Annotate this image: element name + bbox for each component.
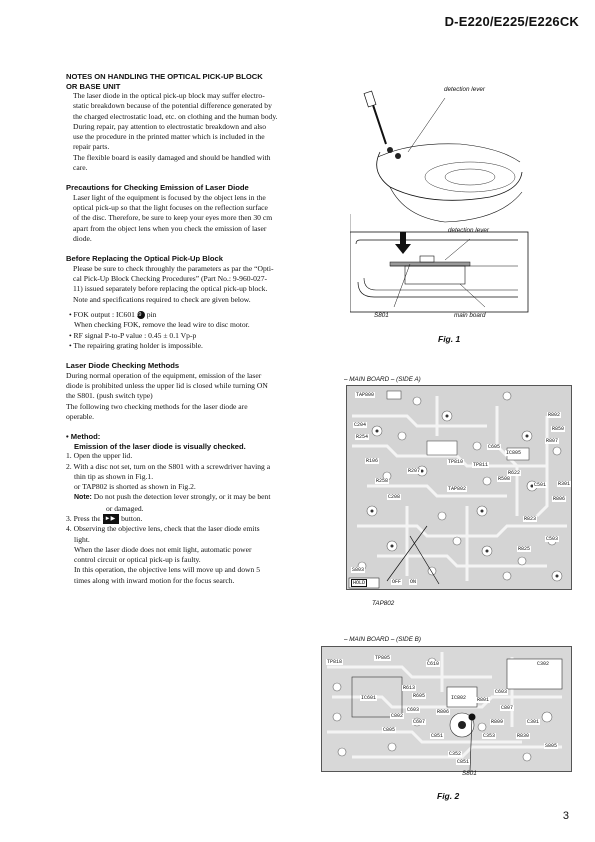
board-a-title: – MAIN BOARD – (SIDE A) [344, 376, 421, 383]
fig1-caption: Fig. 1 [438, 334, 461, 344]
board-ref: C851 [457, 759, 470, 765]
fig1-label-s801: S801 [374, 312, 389, 319]
board-b-title: – MAIN BOARD – (SIDE B) [344, 636, 421, 643]
fig1-label-detection-lever-top: detection lever [444, 86, 485, 93]
step-4-cont: control circuit or optical pick-up is faulty. [74, 555, 201, 565]
fok-suffix: pin [146, 310, 157, 320]
fok-continuation: When checking FOK, remove the lead wire to disc motor. [74, 320, 250, 330]
board-ref: R806 [437, 709, 450, 715]
step-4-cont: When the laser diode does not emit light, automatic power [74, 544, 252, 554]
board-ref: C603 [407, 707, 420, 713]
board-ref: C204 [354, 422, 367, 428]
notes-line: static breakdown because of the potential difference generated by [73, 101, 272, 111]
before-replacing-line: Note and specifications required to check are given below. [73, 294, 251, 304]
laser-methods-line: During normal operation of the equipment, emission of the laser [66, 370, 262, 380]
board-ref: R613 [403, 685, 416, 691]
notes-line: repair parts. [73, 142, 110, 152]
notes-line: The laser diode in the optical pick-up block may suffer electro- [73, 91, 265, 100]
method-subtitle: Emission of the laser diode is visually checked. [74, 441, 246, 451]
precautions-line: Laser light of the equipment is focused by the object lens in the [73, 192, 266, 202]
step-3-suffix: button. [121, 514, 143, 523]
tap802-label: TAP802 [372, 600, 395, 607]
board-ref: IC601 [361, 695, 377, 701]
note-text: Do not push the detection lever strongly, or it may be bent [93, 492, 271, 502]
main-board-side-b [321, 646, 572, 772]
board-ref: C503 [546, 536, 559, 542]
board-ref: R802 [548, 412, 561, 418]
board-ref: R258 [376, 478, 389, 484]
text-column [66, 72, 310, 586]
laser-methods-line: the S801. (push switch type) [66, 391, 153, 401]
precautions-line: of the disc. Therefore, be sure to keep your eyes more then 30 cm [73, 213, 273, 223]
board-ref: C805 [383, 727, 396, 733]
step-2-cont: or TAP802 is shorted as shown in Fig.2. [74, 482, 196, 492]
board-ref: C610 [427, 661, 440, 667]
board-ref: R801 [477, 697, 490, 703]
fok-bullet [66, 310, 310, 320]
laser-methods-line: diode is prohibited unless the upper lid is closed while turning ON [66, 381, 268, 391]
board-ref: IC802 [451, 695, 467, 701]
play-ff-button-icon: ►►▶ [103, 514, 120, 524]
board-ref: C301 [527, 719, 540, 725]
note-continuation: or damaged. [106, 503, 144, 513]
board-ref: R207 [408, 468, 421, 474]
board-ref: R622 [508, 470, 521, 476]
board-ref: R830 [517, 733, 530, 739]
board-ref: R809 [491, 719, 504, 725]
board-ref: C501 [534, 482, 547, 488]
board-ref: C807 [501, 705, 514, 711]
board-ref: C802 [391, 713, 404, 719]
notes-title-2: OR BASE UNIT [66, 81, 121, 91]
board-ref: C851 [431, 733, 444, 739]
board-ref: R254 [356, 434, 369, 440]
notes-line: care. [73, 163, 88, 173]
fig1-drawing [350, 82, 530, 327]
board-ref: R807 [546, 438, 559, 444]
board-ref: R605 [413, 693, 426, 699]
precautions-line: optical pick-up so that the light focuses on the reflection surface [73, 203, 268, 213]
note-label: Note: [74, 494, 92, 502]
step-3 [66, 514, 310, 524]
fig1-label-detection-lever: detection lever [448, 227, 489, 234]
board-ref: IC805 [506, 450, 522, 456]
laser-methods-title: Laser Diode Checking Methods [66, 361, 180, 371]
on-label: ON [410, 579, 417, 585]
step-4-cont: times along with inward motion for the focus search. [74, 575, 235, 585]
notes-line: The flexible board is easily damaged and should be handled with [73, 152, 271, 162]
step-3-prefix: 3. Press the [66, 514, 101, 523]
notes-line: use the procedure in the printed matter which is included in the [73, 132, 265, 142]
notes-title-1: NOTES ON HANDLING THE OPTICAL PICK-UP BLOCK [66, 72, 263, 81]
board-ref: R823 [524, 516, 537, 522]
board-ref: C208 [388, 494, 401, 500]
board-ref: R850 [552, 426, 565, 432]
step-4-cont: In this operation, the objective lens will move up and down 5 [74, 565, 261, 575]
precautions-line: diode. [73, 234, 92, 244]
board-ref: TP818 [327, 659, 343, 665]
fok-prefix: • FOK output : IC601 [69, 310, 135, 320]
fig2-label-s801: S801 [462, 770, 477, 777]
hold-label: HOLD [353, 580, 366, 586]
board-ref: TAP802 [448, 486, 467, 492]
board-ref: C605 [488, 444, 501, 450]
board-ref: C352 [449, 751, 462, 757]
board-ref: C603 [495, 689, 508, 695]
precautions-title: Precautions for Checking Emission of Laser Diode [66, 183, 249, 193]
rf-bullet: • RF signal P-to-P value : 0.45 ± 0.1 Vp-p [69, 330, 197, 340]
method-title: • Method: [66, 432, 101, 442]
board-ref: R301 [558, 481, 571, 487]
switch-label: S803 [352, 567, 365, 573]
model-number: D-E220/E225/E226CK [444, 14, 579, 29]
board-ref: R508 [498, 476, 511, 482]
laser-methods-line: The following two checking methods for the laser diode are [66, 401, 248, 411]
before-replacing-line: 11) issued separately before replacing the optical pick-up block. [73, 284, 268, 294]
board-ref: R106 [366, 458, 379, 464]
page-number: 3 [562, 810, 569, 822]
step-2: 2. With a disc not set, turn on the S801 with a screwdriver having a [66, 461, 271, 471]
step-4-cont: light. [74, 534, 90, 544]
before-replacing-line: Please be sure to check throughly the parameters as par the “Opti- [73, 263, 274, 273]
step-2-note [66, 492, 310, 503]
precautions-line: apart from the object lens when you check the emission of laser [73, 223, 267, 233]
notes-line: During repair, pay attention to electrostatic breakdown and also [73, 121, 267, 131]
board-ref: C302 [537, 661, 550, 667]
board-ref: TAP800 [356, 392, 375, 398]
before-replacing-title: Before Replacing the Optical Pick-Up Block [66, 254, 223, 264]
board-ref: TP811 [473, 462, 489, 468]
notes-line: the charged electrostatic load, etc. on clothing and the human body. [73, 111, 278, 121]
figure-1 [350, 82, 530, 352]
fig1-label-main-board: main board [454, 312, 486, 319]
fig2-caption: Fig. 2 [437, 791, 460, 801]
off-label: OFF [392, 579, 402, 585]
board-ref: TP805 [375, 655, 391, 661]
grating-bullet: • The repairing grating holder is impossible. [69, 340, 203, 350]
board-ref: R825 [518, 546, 531, 552]
before-replacing-line: cal Pick-Up Block Checking Procedures” (Part No.: 9-960-027- [73, 274, 268, 284]
board-ref: C607 [413, 719, 426, 725]
step-2-cont: thin tip as shown in Fig.1. [74, 471, 154, 481]
board-ref: TP810 [448, 459, 464, 465]
board-ref: R806 [553, 496, 566, 502]
step-1: 1. Open the upper lid. [66, 451, 133, 461]
laser-methods-line: operable. [66, 411, 95, 421]
board-ref: C353 [483, 733, 496, 739]
pin-number-badge: 39 [137, 311, 145, 319]
step-4: 4. Observing the objective lens, check that the laser diode emits [66, 524, 260, 534]
main-board-side-a [346, 385, 572, 590]
board-ref: S805 [545, 743, 558, 749]
